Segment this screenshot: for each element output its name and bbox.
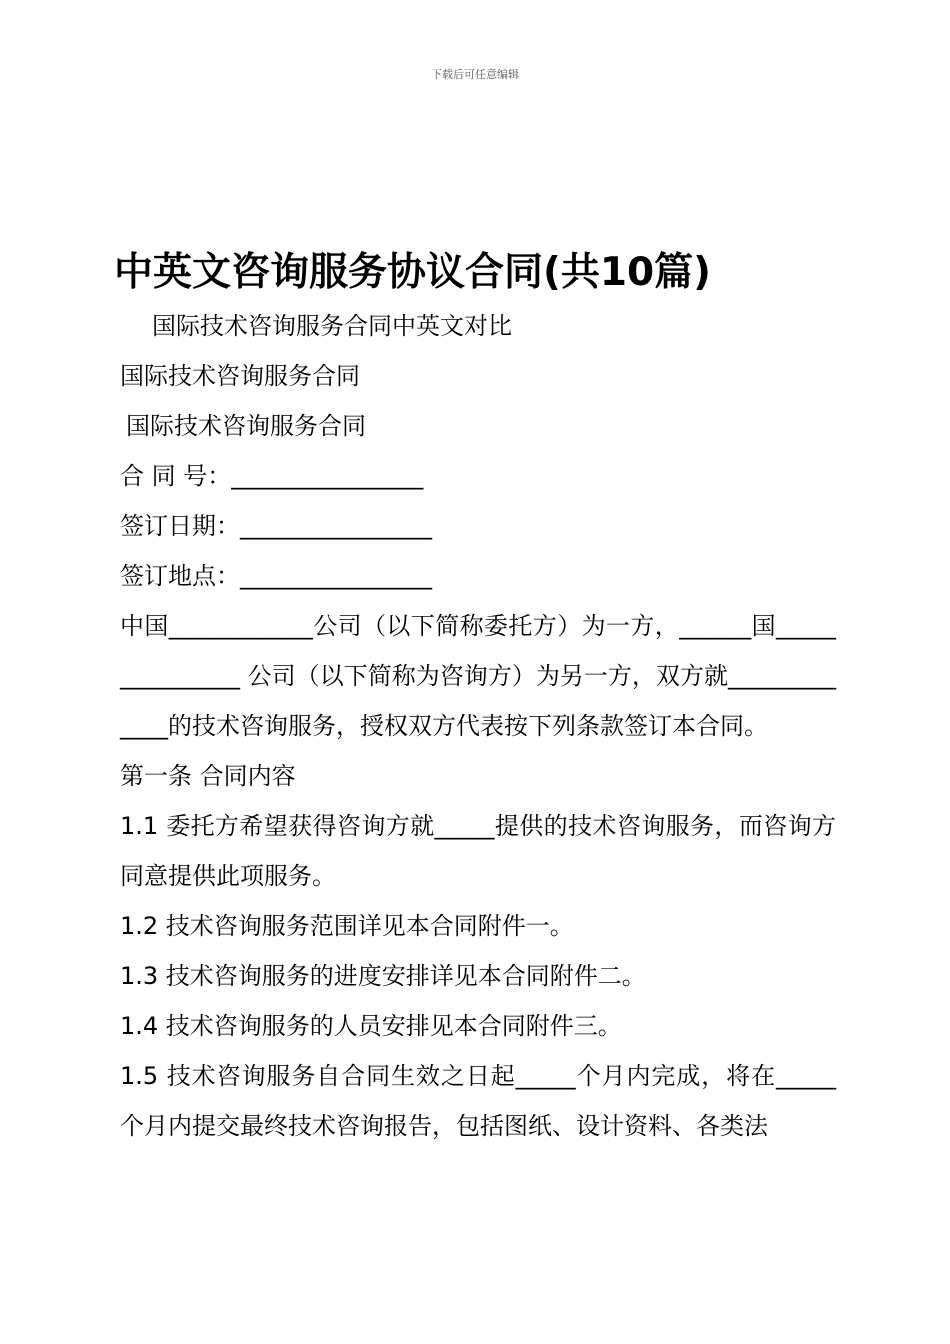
- page-header-note: 下载后可任意编辑: [431, 68, 519, 81]
- sign-date-field: 签订日期：________________: [120, 512, 432, 540]
- article-1-title: 第一条 合同内容: [120, 762, 296, 790]
- clause-1-4: 1.4 技术咨询服务的人员安排见本合同附件三。: [120, 1012, 622, 1040]
- clause-1-5: 1.5 技术咨询服务自合同生效之日起_____个月内完成，将在_____个月内提交最终技术咨询报告，包括图纸、设计资料、各类法: [120, 1062, 836, 1140]
- contract-heading: 国际技术咨询服务合同: [120, 362, 360, 390]
- contract-number-field: 合 同 号：________________: [120, 462, 424, 490]
- sign-place-field: 签订地点：________________: [120, 562, 432, 590]
- document-body: [114, 245, 836, 1151]
- intro-paragraph: 中国____________公司（以下简称委托方）为一方，______国_______________ 公司（以下简称为咨询方）为另一方，双方就_____________的技术咨询服务，授权双方代表按下列条款签订本合同。: [120, 612, 836, 740]
- clause-1-3: 1.3 技术咨询服务的进度安排详见本合同附件二。: [120, 962, 646, 990]
- document-subtitle: 国际技术咨询服务合同中英文对比: [152, 312, 512, 340]
- document-title: 中英文咨询服务协议合同(共10篇): [114, 250, 711, 295]
- clause-1-1: 1.1 委托方希望获得咨询方就_____提供的技术咨询服务，而咨询方同意提供此项服务。: [120, 812, 836, 890]
- clause-1-2: 1.2 技术咨询服务范围详见本合同附件一。: [120, 912, 574, 940]
- contract-heading-secondary: 国际技术咨询服务合同: [126, 412, 366, 440]
